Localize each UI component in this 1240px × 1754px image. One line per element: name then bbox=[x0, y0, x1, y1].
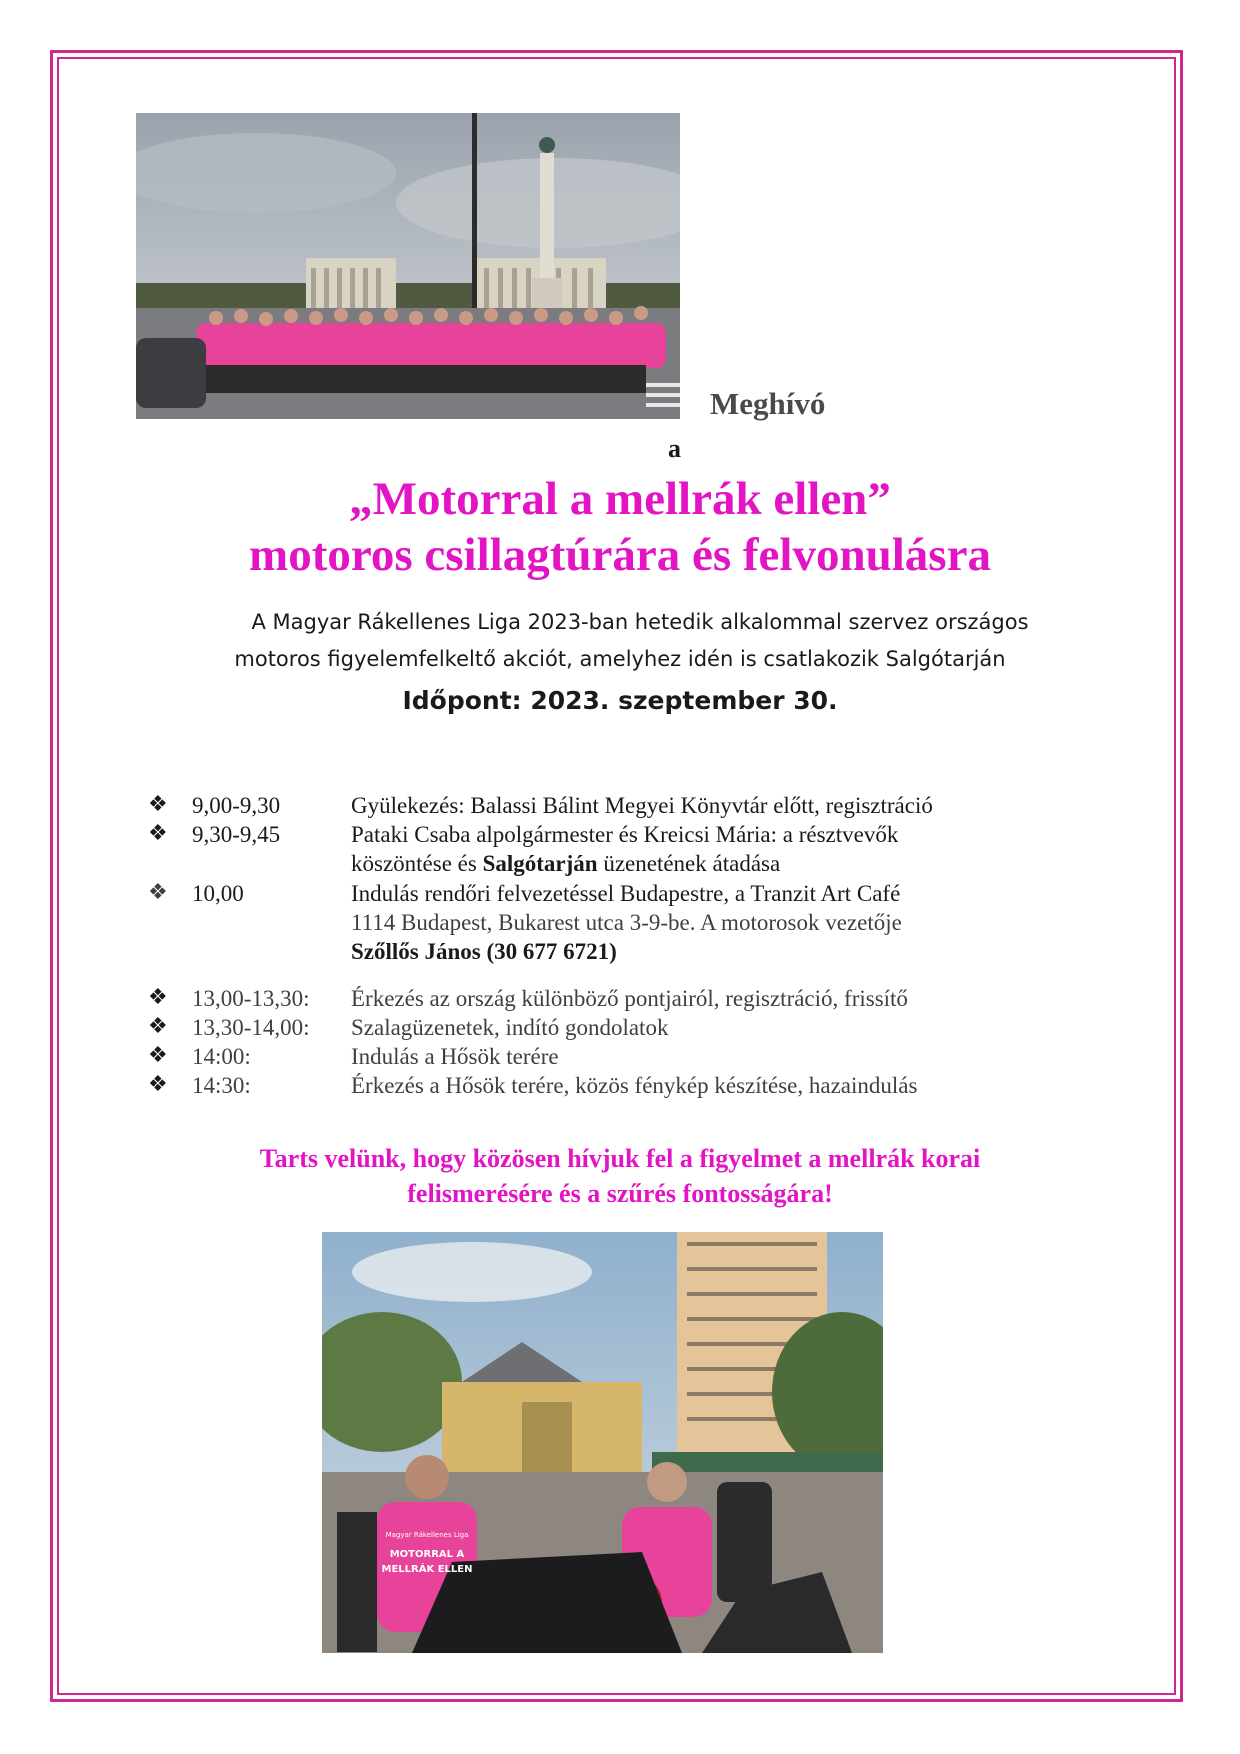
schedule-desc: Gyülekezés: Balassi Bálint Megyei Könyvtár előtt, regisztráció bbox=[351, 793, 933, 818]
shirt-text-2: MELLRÁK ELLEN bbox=[381, 1564, 473, 1575]
invitation-label: Meghívó bbox=[710, 386, 826, 421]
event-subtitle: motoros csillagtúrára és felvonulásra bbox=[249, 529, 991, 581]
shirt-logo-text: Magyar Rákellenes Liga bbox=[385, 1531, 469, 1539]
heroes-square-group-photo bbox=[136, 113, 680, 419]
schedule-desc: Pataki Csaba alpolgármester és Kreicsi Mária: a résztvevők bbox=[351, 822, 899, 847]
schedule-desc: Indulás rendőri felvezetéssel Budapestre, a Tranzit Art Café bbox=[351, 881, 901, 906]
schedule-time: 13,00-13,30: bbox=[192, 986, 310, 1011]
bullet-icon: ❖ bbox=[148, 792, 168, 817]
salgotarjan-riders-photo bbox=[322, 1232, 883, 1653]
bullet-icon: ❖ bbox=[148, 1072, 168, 1097]
leader-contact: Szőllős János (30 677 6721) bbox=[351, 939, 617, 964]
bullet-icon: ❖ bbox=[148, 880, 168, 905]
schedule-time: 14:30: bbox=[192, 1073, 251, 1098]
city-name: Salgótarján bbox=[482, 851, 598, 876]
schedule-desc: Érkezés a Hősök terére, közös fénykép készítése, hazaindulás bbox=[351, 1073, 918, 1098]
bullet-icon: ❖ bbox=[148, 821, 168, 846]
schedule-time: 9,30-9,45 bbox=[192, 822, 281, 847]
bullet-icon: ❖ bbox=[148, 1014, 168, 1039]
bullet-icon: ❖ bbox=[148, 1043, 168, 1068]
schedule-time: 14:00: bbox=[192, 1044, 251, 1069]
event-date: Időpont: 2023. szeptember 30. bbox=[402, 686, 838, 715]
desc-text: köszöntése és bbox=[351, 851, 483, 876]
schedule-time: 9,00-9,30 bbox=[192, 793, 281, 818]
schedule-time: 13,30-14,00: bbox=[192, 1015, 310, 1040]
schedule-desc-cont bbox=[351, 850, 780, 878]
event-title: „Motorral a mellrák ellen” bbox=[349, 473, 891, 525]
schedule-desc: Érkezés az ország különböző pontjairól, regisztráció, frissítő bbox=[351, 986, 908, 1011]
shirt-text-1: MOTORRAL A bbox=[389, 1549, 465, 1560]
schedule-desc: Indulás a Hősök terére bbox=[351, 1044, 559, 1069]
closing-line-1: Tarts velünk, hogy közösen hívjuk fel a figyelmet a mellrák korai bbox=[259, 1144, 981, 1173]
connector-word: a bbox=[668, 434, 681, 463]
intro-line-2: motoros figyelemfelkeltő akciót, amelyhez idén is csatlakozik Salgótarján bbox=[234, 647, 1006, 671]
desc-text: üzenetének átadása bbox=[597, 851, 781, 876]
intro-line-1: A Magyar Rákellenes Liga 2023-ban hetedik alkalommal szervez országos bbox=[251, 610, 1029, 634]
closing-line-2: felismerésére és a szűrés fontosságára! bbox=[407, 1179, 833, 1208]
schedule-time: 10,00 bbox=[192, 881, 244, 906]
bullet-icon: ❖ bbox=[148, 985, 168, 1010]
schedule-desc-cont: 1114 Budapest, Bukarest utca 3-9-be. A motorosok vezetője bbox=[351, 910, 902, 935]
schedule-desc: Szalagüzenetek, indító gondolatok bbox=[351, 1015, 669, 1040]
